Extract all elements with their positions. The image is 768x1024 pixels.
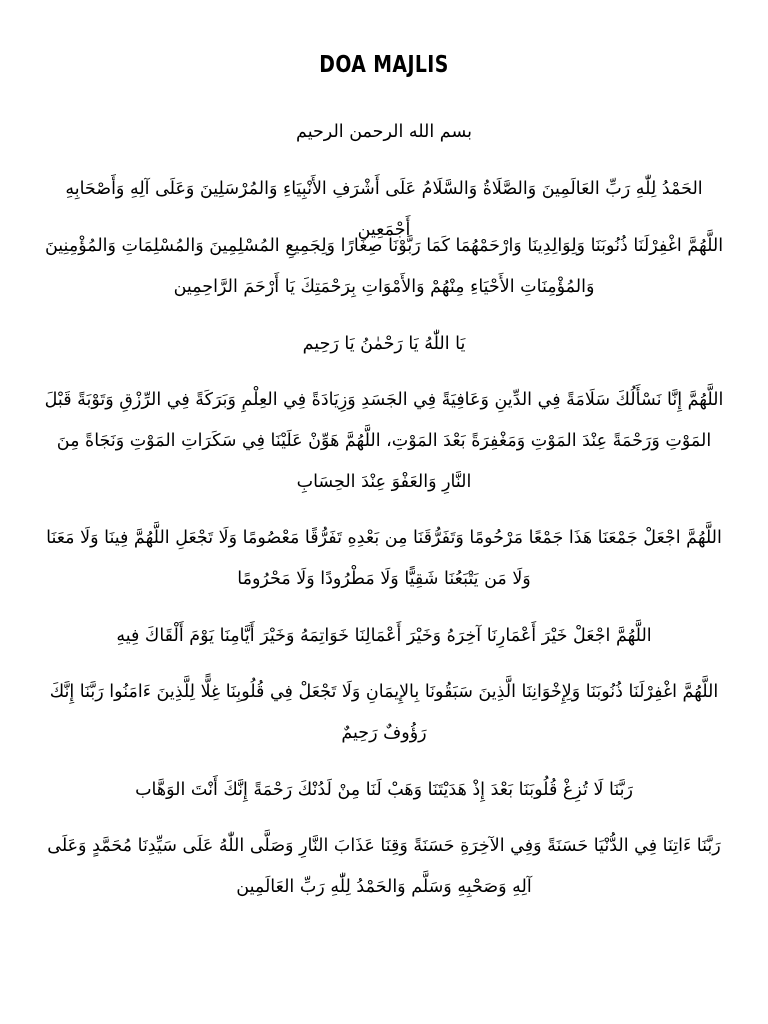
bismillah: بسم الله الرحمن الرحيم (296, 122, 472, 142)
paragraph-salamah: اللَّهُمَّ إِنَّا نَسْأَلُكَ سَلَامَةً فِي الدِّينِ وَعَافِيَةً فِي الجَسَدِ وَزِيَادَةً فِي العِلْمِ وَبَرَكَةً فِي الرِّزْقِ وَتَوْبَةً قَبْلَ المَوْتِ وَرَحْمَةً عِنْدَ المَوْتِ وَمَغْفِرَةً بَعْدَ المَوْتِ، اللَّهُمَّ هَوِّنْ عَلَيْنَا فِي سَكَرَاتِ المَوْتِ وَنَجَاةً مِنَ النَّارِ وَالعَفْوَ عِنْدَ الحِسَابِ (44, 390, 724, 492)
paragraph-forgiveness-parents: اللَّهُمَّ اغْفِرْلَنَا ذُنُوبَنَا وَلِوَالِدِينَا وَارْحَمْهُمَا كَمَا رَبَّوْنَا صِغَارًا وَلِجَمِيعِ المُسْلِمِينَ وَالمُسْلِمَاتِ وَالمُؤْمِنِينَ وَالمُؤْمِنَاتِ الأَحْيَاءِ مِنْهُمْ وَالأَمْوَاتِ بِرَحْمَتِكَ يَا أَرْحَمَ الرَّاحِمِين (44, 236, 724, 297)
paragraph-khaira-amarina: اللَّهُمَّ اجْعَلْ خَيْرَ أَعْمَارِنَا آخِرَهُ وَخَيْرَ أَعْمَالِنَا خَوَاتِمَهُ وَخَيْرَ أَيَّامِنَا يَوْمَ أَلْقَاكَ فِيهِ (116, 626, 652, 646)
paragraph-rabbana-atina: رَبَّنَا ءَاتِنَا فِي الدُّنْيَا حَسَنَةً وَفِي الآخِرَةِ حَسَنَةً وَقِنَا عَذَابَ النَّارِ وَصَلَّى اللّٰهُ عَلَى سَيِّدِنَا مُحَمَّدٍ وَعَلَى آلِهِ وَصَحْبِهِ وَسَلَّم وَالحَمْدُ لِلّٰهِ رَبِّ العَالَمِين (47, 836, 721, 897)
document-title: DOA MAJLIS (319, 52, 449, 78)
paragraph-hamdalah: الحَمْدُ لِلّٰهِ رَبِّ العَالَمِينَ وَالصَّلَاةُ وَالسَّلَامُ عَلَى أَشْرَفِ الأَنْبِيَاءِ وَالمُرْسَلِينَ وَعَلَى آلِهِ وَأَصْحَابِهِ أَجْمَعِين (65, 179, 703, 240)
paragraph-jamana: اللَّهُمَّ اجْعَلْ جَمْعَنَا هَذَا جَمْعًا مَرْحُومًا وَتَفَرُّقَنَا مِن بَعْدِهِ تَفَرُّقًا مَعْصُومًا وَلَا تَجْعَلِ اللَّهُمَّ فِينَا وَلَا مَعَنَا وَلَا مَن يَتْبَعُنَا شَقِيًّا وَلَا مَطْرُودًا وَلَا مَحْرُومًا (46, 528, 722, 589)
paragraph-ya-allah: يَا اللّٰهُ يَا رَحْمٰنُ يَا رَحِيم (302, 334, 466, 354)
paragraph-la-tuzigh: رَبَّنَا لَا تُزِغْ قُلُوبَنَا بَعْدَ إِذْ هَدَيْتَنَا وَهَبْ لَنَا مِنْ لَدُنْكَ رَحْمَةً إِنَّكَ أَنْتَ الوَهَّاب (135, 780, 633, 800)
paragraph-ikhwanina: اللَّهُمَّ اغْفِرْلَنَا ذُنُوبَنَا وَلِإِخْوَانِنَا الَّذِينَ سَبَقُونَا بِالإِيمَانِ وَلَا تَجْعَلْ فِي قُلُوبِنَا غِلًّا لِلَّذِينَ ءَامَنُوا رَبَّنَا إِنَّكَ رَؤُوفٌ رَحِيمٌ (49, 682, 719, 743)
